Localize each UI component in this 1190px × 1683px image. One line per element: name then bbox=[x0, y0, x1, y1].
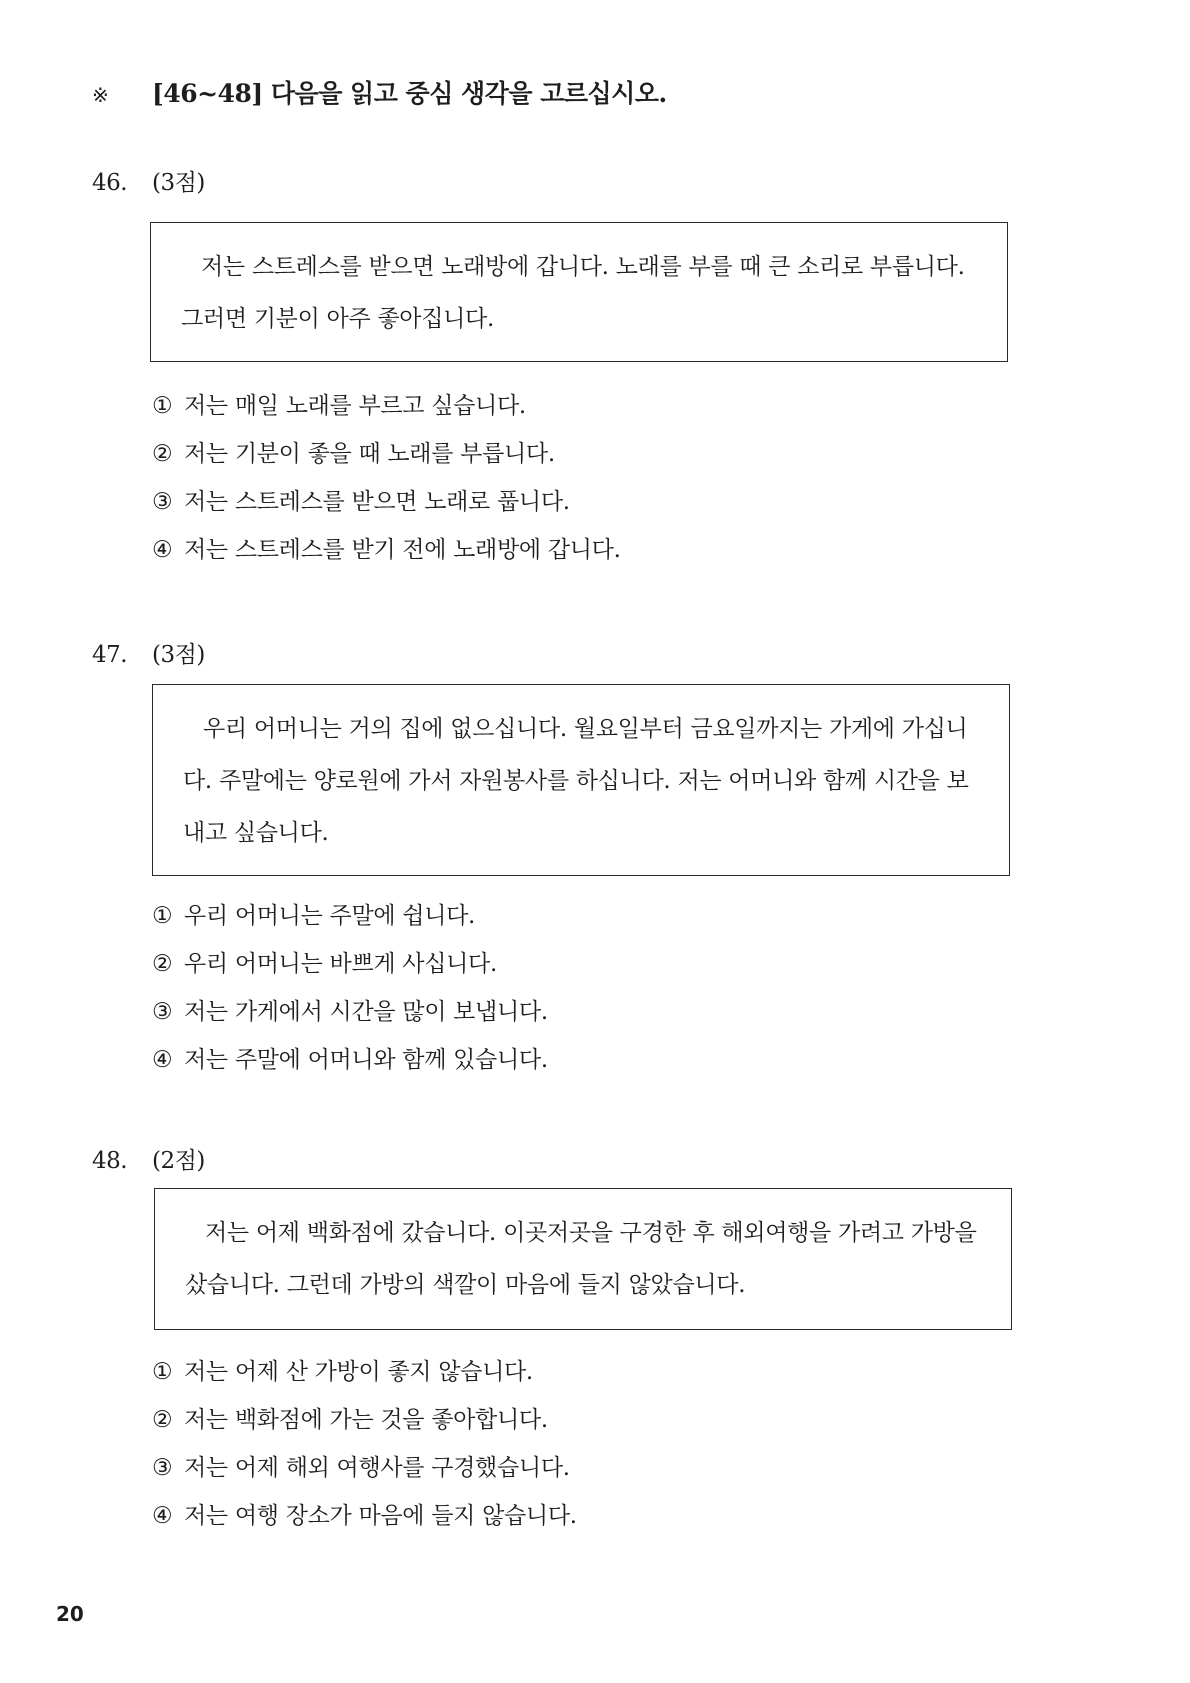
question-points: (3점) bbox=[152, 642, 205, 668]
option-marker: ② bbox=[152, 951, 173, 977]
option-marker: ③ bbox=[152, 489, 173, 515]
option-marker: ③ bbox=[152, 999, 173, 1025]
question-46-passage: 저는 스트레스를 받으면 노래방에 갑니다. 노래를 부를 때 큰 소리로 부릅니다. 그러면 기분이 아주 좋아집니다. bbox=[150, 222, 1008, 362]
option-text: 저는 스트레스를 받으면 노래로 풉니다. bbox=[184, 489, 570, 515]
option-text: 저는 백화점에 가는 것을 좋아합니다. bbox=[184, 1407, 548, 1433]
option-1[interactable] bbox=[152, 382, 621, 430]
option-text: 저는 여행 장소가 마음에 들지 않습니다. bbox=[184, 1503, 577, 1529]
option-1[interactable] bbox=[152, 1348, 577, 1396]
option-4[interactable] bbox=[152, 526, 621, 574]
question-number: 47. bbox=[92, 642, 128, 668]
option-3[interactable] bbox=[152, 988, 548, 1036]
question-47-passage: 우리 어머니는 거의 집에 없으십니다. 월요일부터 금요일까지는 가게에 가십니다. 주말에는 양로원에 가서 자원봉사를 하십니다. 저는 어머니와 함께 시간을 보내고 싶습니다. bbox=[152, 684, 1010, 876]
question-46-header bbox=[92, 164, 205, 197]
instruction-text: [46~48] 다음을 읽고 중심 생각을 고르십시오. bbox=[152, 79, 667, 108]
question-points: (2점) bbox=[152, 1148, 205, 1174]
option-marker: ④ bbox=[152, 1047, 173, 1073]
option-marker: ② bbox=[152, 441, 173, 467]
question-47-options bbox=[152, 892, 548, 1084]
option-text: 저는 어제 산 가방이 좋지 않습니다. bbox=[184, 1359, 533, 1385]
option-4[interactable] bbox=[152, 1492, 577, 1540]
option-text: 저는 기분이 좋을 때 노래를 부릅니다. bbox=[184, 441, 555, 467]
option-marker: ② bbox=[152, 1407, 173, 1433]
question-47-header bbox=[92, 636, 205, 669]
question-48-header bbox=[92, 1142, 205, 1175]
option-2[interactable] bbox=[152, 940, 548, 988]
option-3[interactable] bbox=[152, 478, 621, 526]
option-text: 우리 어머니는 바쁘게 사십니다. bbox=[184, 951, 497, 977]
option-text: 저는 어제 해외 여행사를 구경했습니다. bbox=[184, 1455, 570, 1481]
option-marker: ④ bbox=[152, 1503, 173, 1529]
option-4[interactable] bbox=[152, 1036, 548, 1084]
question-48-passage: 저는 어제 백화점에 갔습니다. 이곳저곳을 구경한 후 해외여행을 가려고 가방을 샀습니다. 그런데 가방의 색깔이 마음에 들지 않았습니다. bbox=[154, 1188, 1012, 1330]
option-marker: ③ bbox=[152, 1455, 173, 1481]
reference-mark: ※ bbox=[92, 83, 109, 107]
question-48-options bbox=[152, 1348, 577, 1540]
option-1[interactable] bbox=[152, 892, 548, 940]
option-text: 저는 가게에서 시간을 많이 보냅니다. bbox=[184, 999, 548, 1025]
option-3[interactable] bbox=[152, 1444, 577, 1492]
option-text: 저는 주말에 어머니와 함께 있습니다. bbox=[184, 1047, 548, 1073]
option-marker: ① bbox=[152, 903, 173, 929]
section-instruction bbox=[92, 74, 667, 110]
option-marker: ① bbox=[152, 393, 173, 419]
question-points: (3점) bbox=[152, 170, 205, 196]
question-46-options bbox=[152, 382, 621, 574]
question-number: 46. bbox=[92, 170, 128, 196]
option-marker: ① bbox=[152, 1359, 173, 1385]
option-2[interactable] bbox=[152, 430, 621, 478]
page-number: 20 bbox=[56, 1602, 84, 1626]
option-text: 저는 스트레스를 받기 전에 노래방에 갑니다. bbox=[184, 537, 621, 563]
question-number: 48. bbox=[92, 1148, 128, 1174]
option-text: 우리 어머니는 주말에 쉽니다. bbox=[184, 903, 476, 929]
option-text: 저는 매일 노래를 부르고 싶습니다. bbox=[184, 393, 526, 419]
option-marker: ④ bbox=[152, 537, 173, 563]
option-2[interactable] bbox=[152, 1396, 577, 1444]
